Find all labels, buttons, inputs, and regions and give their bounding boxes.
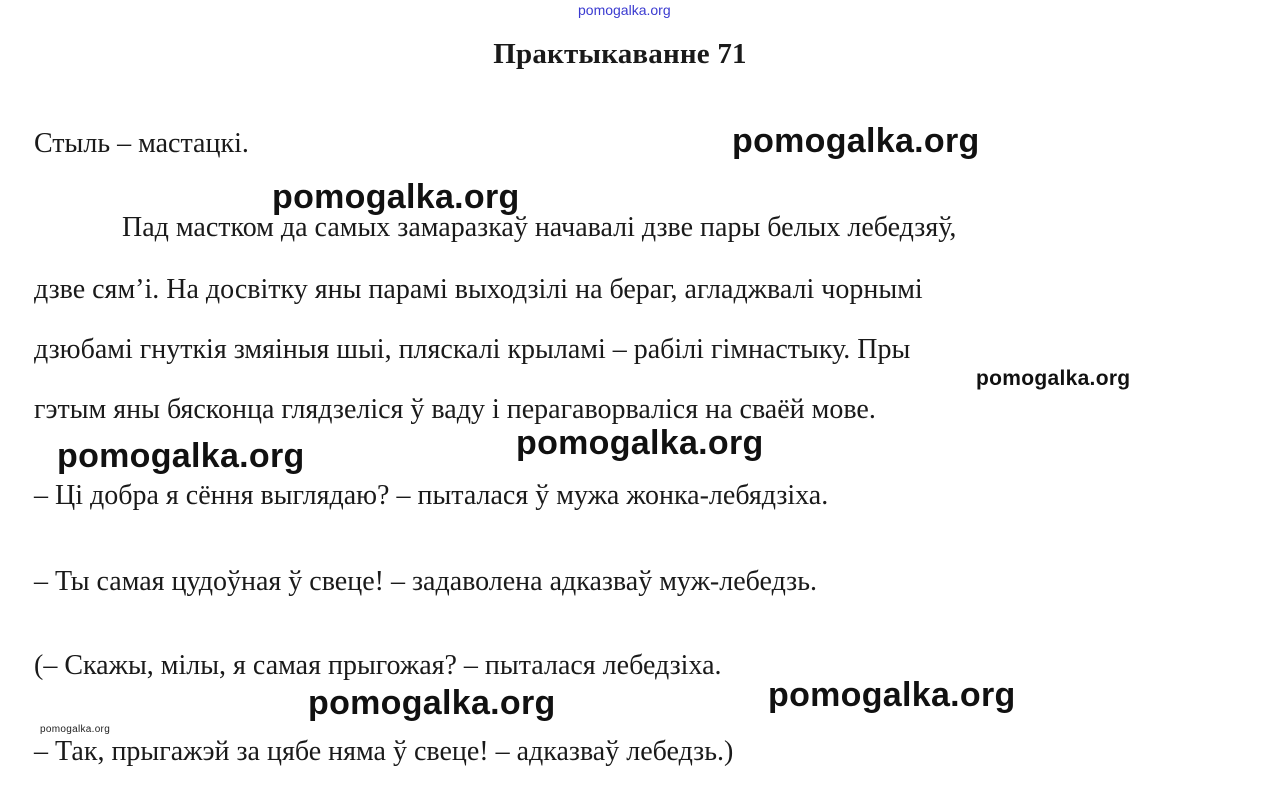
dialogue-line-3: (– Скажы, мілы, я самая прыгожая? – пыталася лебедзіха. [34, 650, 722, 681]
watermark: pomogalka.org [516, 424, 764, 462]
watermark: pomogalka.org [768, 676, 1016, 714]
watermark: pomogalka.org [272, 178, 520, 216]
paragraph-line-4: гэтым яны бясконца глядзеліся ў ваду і перагаворваліся на сваёй мове. [34, 394, 876, 425]
paragraph-line-3: дзюбамі гнуткія змяіныя шыі, пляскалі крыламі – рабілі гімнастыку. Пры [34, 334, 911, 365]
dialogue-line-4: – Так, прыгажэй за цябе няма ў свеце! – адказваў лебедзь.) [34, 736, 734, 767]
watermark: pomogalka.org [732, 122, 980, 160]
dialogue-line-1: – Ці добра я сёння выглядаю? – пыталася ў мужа жонка-лебядзіха. [34, 480, 829, 511]
paragraph-line-2: дзве сям’і. На досвітку яны парамі выходзілі на бераг, агладжвалі чорнымі [34, 274, 923, 305]
style-line: Стыль – мастацкі. [34, 128, 249, 159]
watermark: pomogalka.org [308, 684, 556, 722]
dialogue-line-2: – Ты самая цудоўная ў свеце! – задаволена адказваў муж-лебедзь. [34, 566, 817, 597]
watermark: pomogalka.org [976, 367, 1131, 390]
watermark: pomogalka.org [57, 437, 305, 475]
page-title: Практыкаванне 71 [493, 38, 747, 70]
site-link[interactable]: pomogalka.org [578, 2, 671, 18]
watermark: pomogalka.org [40, 724, 111, 735]
paragraph-line-1: Пад мастком да самых замаразкаў начавалі дзве пары белых лебедзяў, [122, 212, 957, 243]
